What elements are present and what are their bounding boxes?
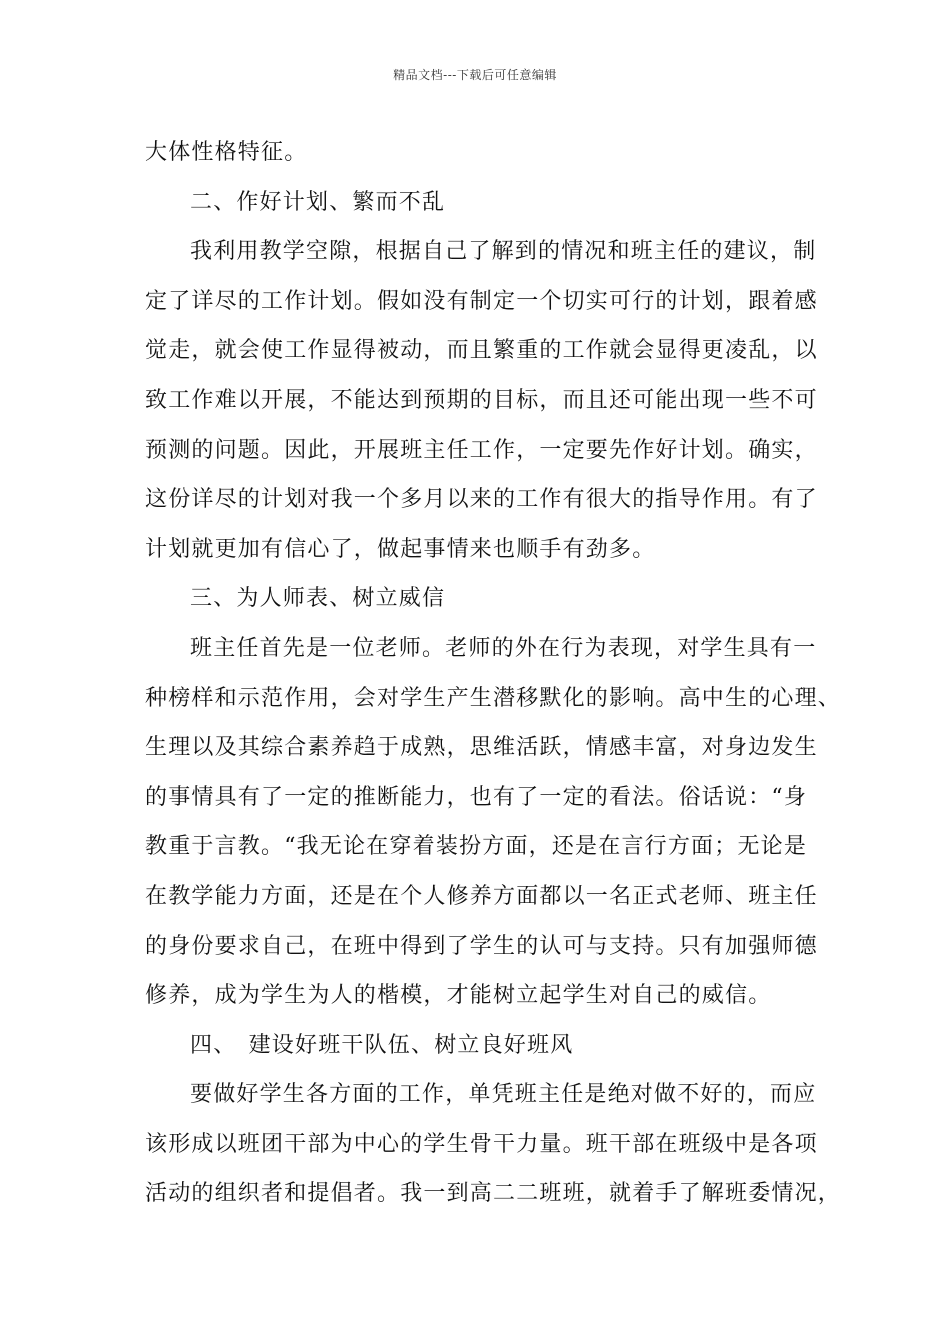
paragraph-line: 的身份要求自己，在班中得到了学生的认可与支持。只有加强师德 xyxy=(145,933,818,959)
paragraph-line: 修养，成为学生为人的楷模，才能树立起学生对自己的威信。 xyxy=(145,983,772,1009)
paragraph-line: 致工作难以开展，不能达到预期的目标，而且还可能出现一些不可 xyxy=(145,387,818,413)
section-heading-2: 二、作好计划、繁而不乱 xyxy=(190,189,446,215)
paragraph-line: 定了详尽的工作计划。假如没有制定一个切实可行的计划，跟着感 xyxy=(145,288,818,314)
paragraph-line: 要做好学生各方面的工作，单凭班主任是绝对做不好的，而应 xyxy=(190,1082,817,1108)
paragraph-line: 我利用教学空隙，根据自己了解到的情况和班主任的建议，制 xyxy=(190,239,817,265)
paragraph-line: 这份详尽的计划对我一个多月以来的工作有很大的指导作用。有了 xyxy=(145,487,818,513)
paragraph-line: 种榜样和示范作用，会对学生产生潜移默化的影响。高中生的心理、 xyxy=(145,685,842,711)
paragraph-line: 预测的问题。因此，开展班主任工作，一定要先作好计划。确实， xyxy=(145,437,818,463)
paragraph-line: 该形成以班团干部为中心的学生骨干力量。班干部在班级中是各项 xyxy=(145,1131,818,1157)
paragraph-line: 班主任首先是一位老师。老师的外在行为表现，对学生具有一 xyxy=(190,635,817,661)
paragraph-line: 计划就更加有信心了，做起事情来也顺手有劲多。 xyxy=(145,536,656,562)
paragraph-line: 大体性格特征。 xyxy=(145,140,308,165)
section-heading-4: 四、 建设好班干队伍、树立良好班风 xyxy=(190,1032,574,1058)
paragraph-line: 活动的组织者和提倡者。我一到高二二班班，就着手了解班委情况， xyxy=(145,1181,842,1207)
paragraph-line: 的事情具有了一定的推断能力，也有了一定的看法。俗话说：“身 xyxy=(145,784,808,810)
document-body xyxy=(145,128,842,1219)
paragraph-line: 觉走，就会使工作显得被动，而且繁重的工作就会显得更凌乱，以 xyxy=(145,338,818,364)
paragraph-line: 生理以及其综合素养趋于成熟，思维活跃，情感丰富，对身边发生 xyxy=(145,735,818,761)
paragraph-line: 教重于言教。“我无论在穿着装扮方面，还是在言行方面；无论是 xyxy=(145,834,808,860)
section-heading-3: 三、为人师表、树立威信 xyxy=(190,586,446,612)
paragraph-line: 在教学能力方面，还是在个人修养方面都以一名正式老师、班主任 xyxy=(145,883,818,909)
page-header: 精品文档---下载后可任意编辑 xyxy=(393,68,557,82)
